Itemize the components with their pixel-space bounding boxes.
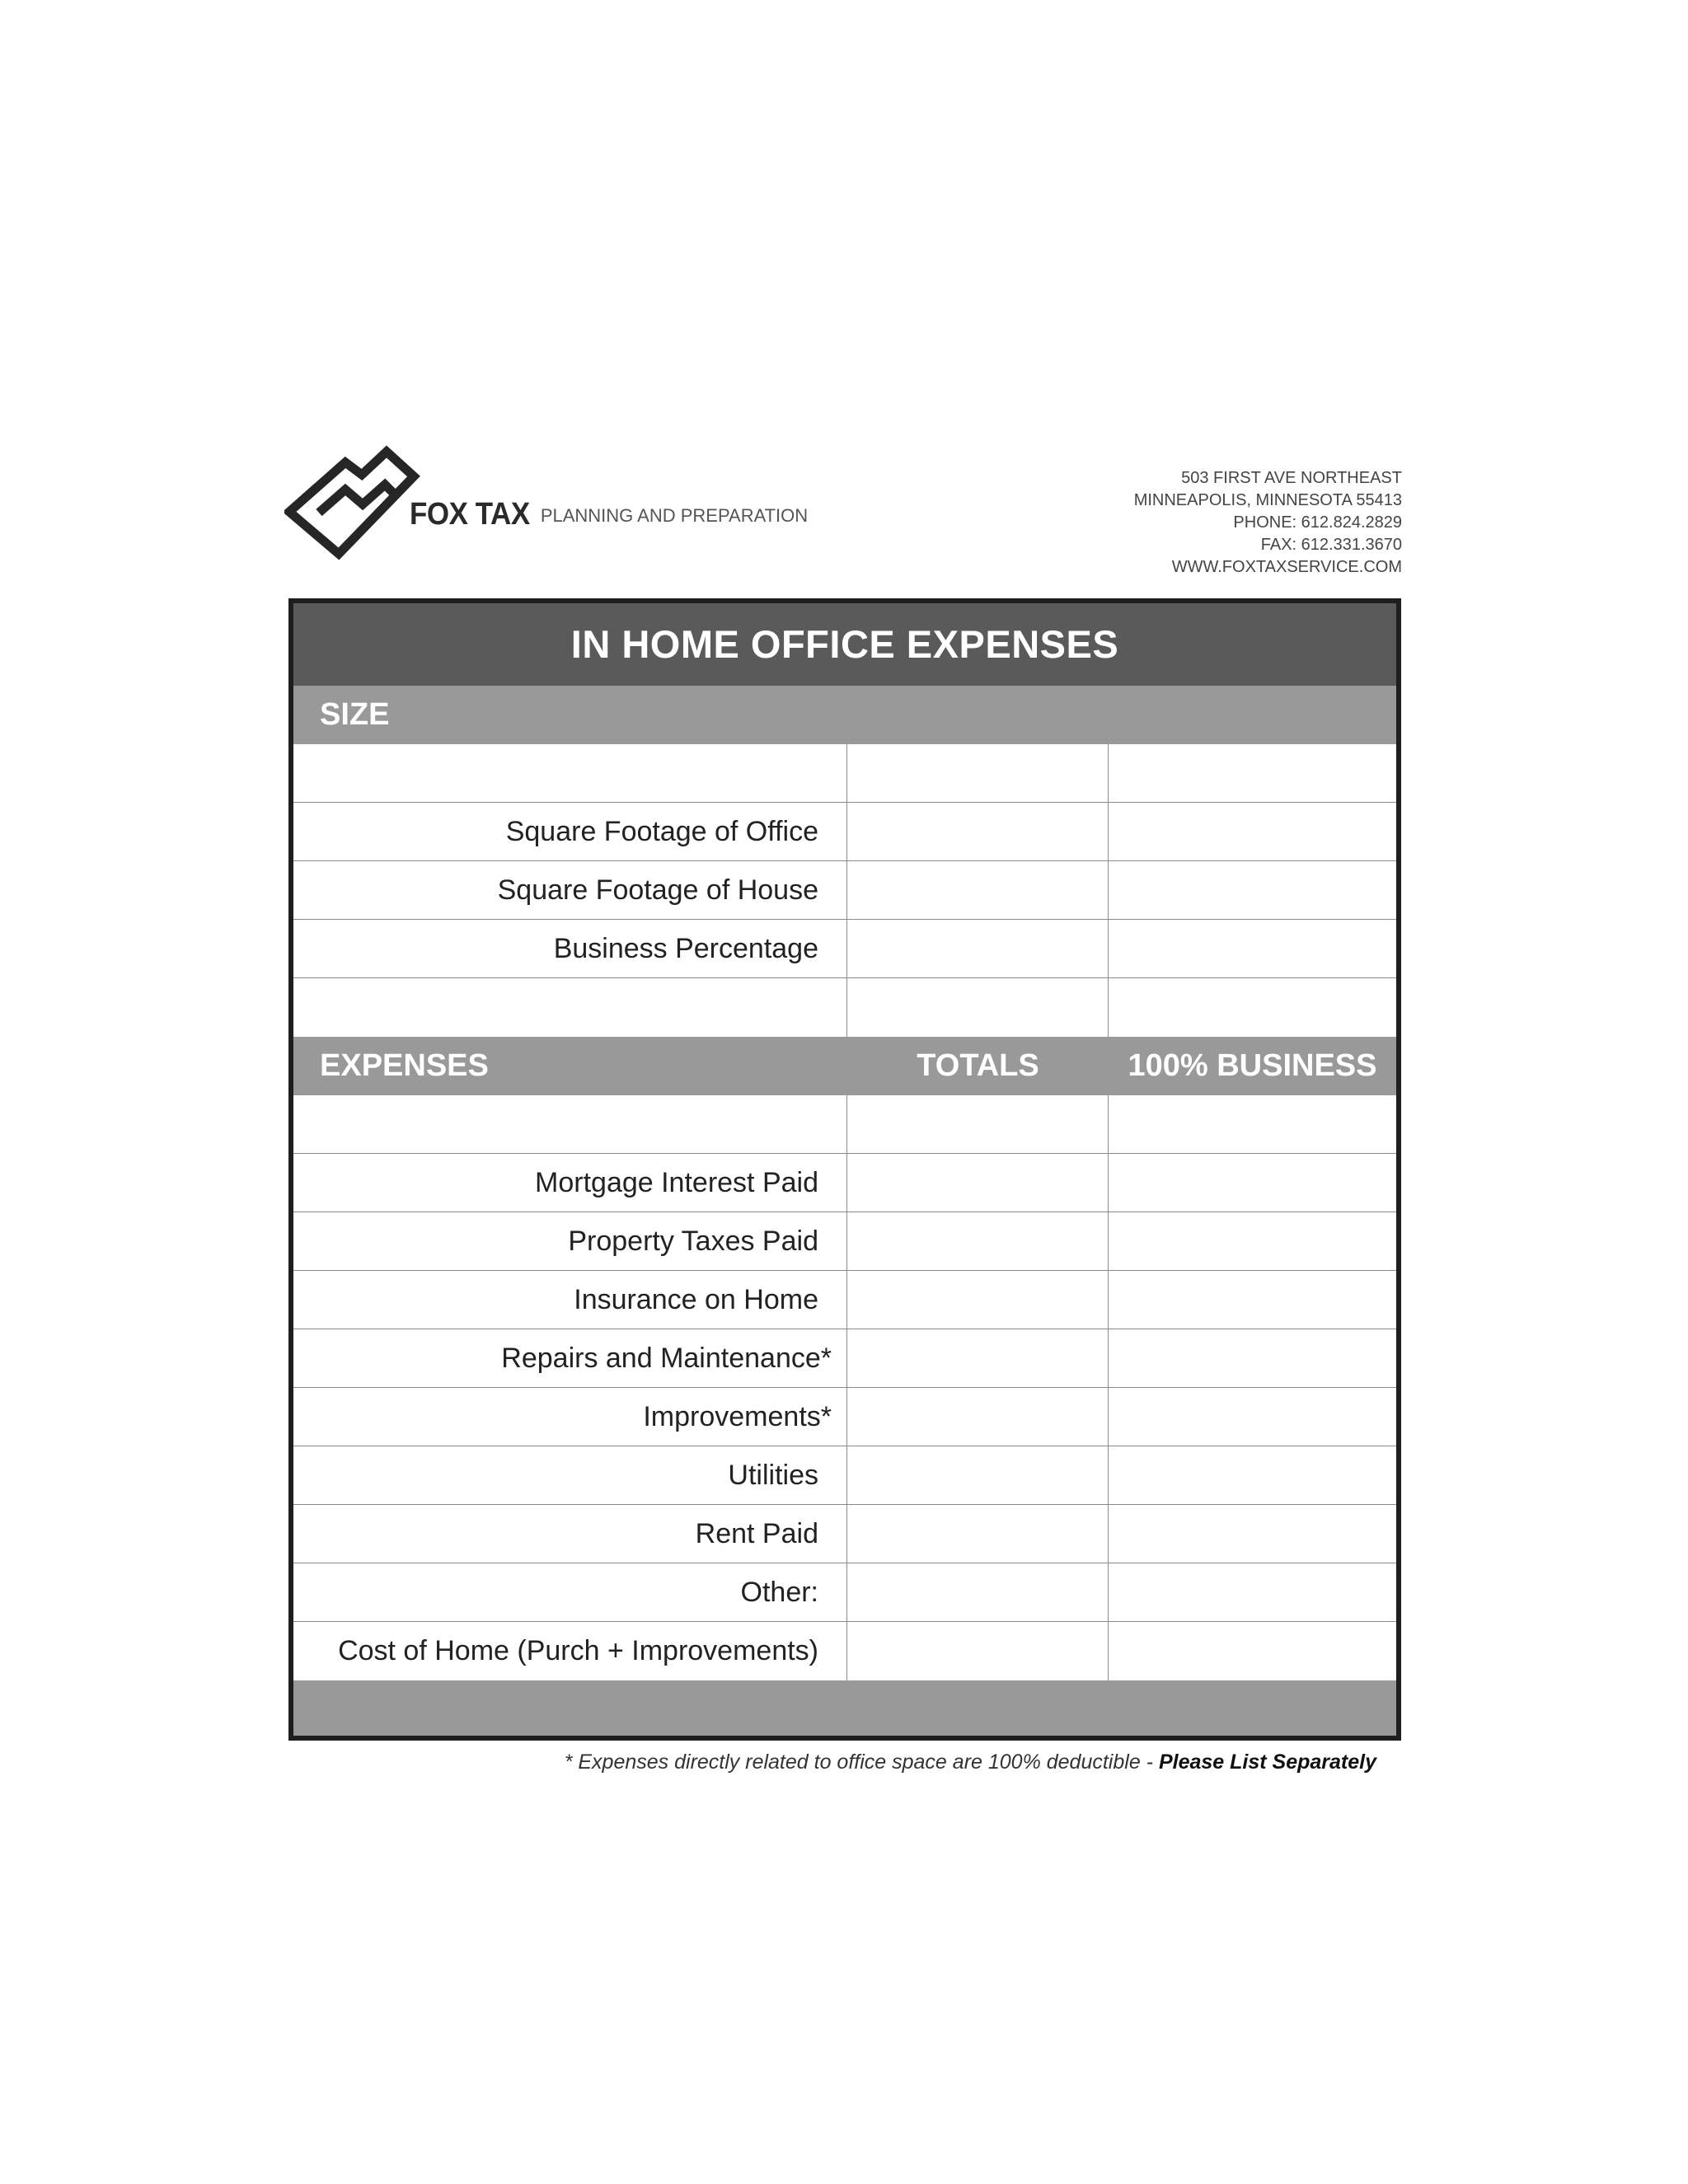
expense-row-label: [293, 1095, 847, 1153]
totals-cell[interactable]: [847, 1563, 1109, 1621]
expense-row: [293, 1622, 1396, 1680]
size-value-cell[interactable]: [847, 744, 1109, 802]
business-cell[interactable]: [1109, 1329, 1396, 1387]
size-extra-cell[interactable]: [1109, 920, 1396, 977]
size-value-cell[interactable]: [847, 978, 1109, 1037]
totals-cell[interactable]: [847, 1505, 1109, 1563]
expense-row: [293, 1505, 1396, 1563]
expense-form: [288, 598, 1401, 1741]
expense-row-label: Property Taxes Paid: [293, 1212, 847, 1270]
contact-phone: PHONE: 612.824.2829: [1233, 513, 1402, 532]
expense-row-label: Mortgage Interest Paid: [293, 1154, 847, 1212]
size-row-label: [293, 744, 847, 802]
business-cell[interactable]: [1109, 1388, 1396, 1446]
totals-column-header: TOTALS: [917, 1048, 1039, 1083]
totals-cell[interactable]: [847, 1388, 1109, 1446]
business-cell[interactable]: [1109, 1271, 1396, 1329]
expense-row: [293, 1095, 1396, 1154]
expense-row: [293, 1563, 1396, 1622]
size-row-label: [293, 978, 847, 1037]
contact-block: [1134, 467, 1402, 579]
size-value-cell[interactable]: [847, 803, 1109, 860]
form-footer-bar: [293, 1680, 1396, 1736]
business-column-header: 100% BUSINESS: [1128, 1048, 1377, 1083]
size-extra-cell[interactable]: [1109, 861, 1396, 919]
business-cell[interactable]: [1109, 1154, 1396, 1212]
expenses-section-label: EXPENSES: [320, 1048, 489, 1083]
expense-row: [293, 1388, 1396, 1446]
expense-row-label: Other:: [293, 1563, 847, 1621]
totals-cell[interactable]: [847, 1271, 1109, 1329]
brand-name: FOX TAX: [410, 497, 530, 532]
totals-cell[interactable]: [847, 1095, 1109, 1153]
business-cell[interactable]: [1109, 1446, 1396, 1504]
size-extra-cell[interactable]: [1109, 744, 1396, 802]
expense-row: [293, 1154, 1396, 1212]
size-extra-cell[interactable]: [1109, 978, 1396, 1037]
size-extra-cell[interactable]: [1109, 803, 1396, 860]
size-section-label: SIZE: [320, 697, 390, 732]
totals-cell[interactable]: [847, 1212, 1109, 1270]
fox-tax-logo-icon: [284, 442, 424, 562]
size-row: [293, 978, 1396, 1037]
expense-row-label: Utilities: [293, 1446, 847, 1504]
expense-row: [293, 1212, 1396, 1271]
size-row: [293, 920, 1396, 978]
expense-row: [293, 1446, 1396, 1505]
contact-fax: FAX: 612.331.3670: [1260, 536, 1402, 554]
contact-city: MINNEAPOLIS, MINNESOTA 55413: [1133, 491, 1402, 509]
footnote: [565, 1750, 1376, 1774]
expense-row: [293, 1329, 1396, 1388]
business-cell[interactable]: [1109, 1095, 1396, 1153]
totals-cell[interactable]: [847, 1446, 1109, 1504]
size-row: [293, 803, 1396, 861]
expense-row-label: Rent Paid: [293, 1505, 847, 1563]
size-value-cell[interactable]: [847, 920, 1109, 977]
size-row-label: Square Footage of House: [293, 861, 847, 919]
size-row: [293, 861, 1396, 920]
size-row-label: Square Footage of Office: [293, 803, 847, 860]
footnote-emphasis: Please List Separately: [1158, 1750, 1376, 1774]
totals-cell[interactable]: [847, 1154, 1109, 1212]
size-row-label: Business Percentage: [293, 920, 847, 977]
business-cell[interactable]: [1109, 1505, 1396, 1563]
brand-tagline: PLANNING AND PREPARATION: [540, 505, 809, 526]
contact-website: WWW.FOXTAXSERVICE.COM: [1171, 558, 1402, 576]
size-row: [293, 744, 1396, 803]
business-cell[interactable]: [1109, 1563, 1396, 1621]
size-value-cell[interactable]: [847, 861, 1109, 919]
expenses-section-header: [293, 1037, 1396, 1095]
expense-row: [293, 1271, 1396, 1329]
size-section-header: [293, 686, 1396, 744]
footnote-text: * Expenses directly related to office space are 100% deductible -: [564, 1750, 1153, 1774]
totals-cell[interactable]: [847, 1622, 1109, 1680]
expense-row-label: Improvements*: [293, 1388, 847, 1446]
expense-row-label: Cost of Home (Purch + Improvements): [293, 1622, 847, 1680]
totals-cell[interactable]: [847, 1329, 1109, 1387]
contact-address: 503 FIRST AVE NORTHEAST: [1181, 469, 1402, 487]
form-title: IN HOME OFFICE EXPENSES: [293, 603, 1396, 686]
expense-row-label: Repairs and Maintenance*: [293, 1329, 847, 1387]
brand: [410, 497, 808, 532]
expense-row-label: Insurance on Home: [293, 1271, 847, 1329]
business-cell[interactable]: [1109, 1622, 1396, 1680]
business-cell[interactable]: [1109, 1212, 1396, 1270]
